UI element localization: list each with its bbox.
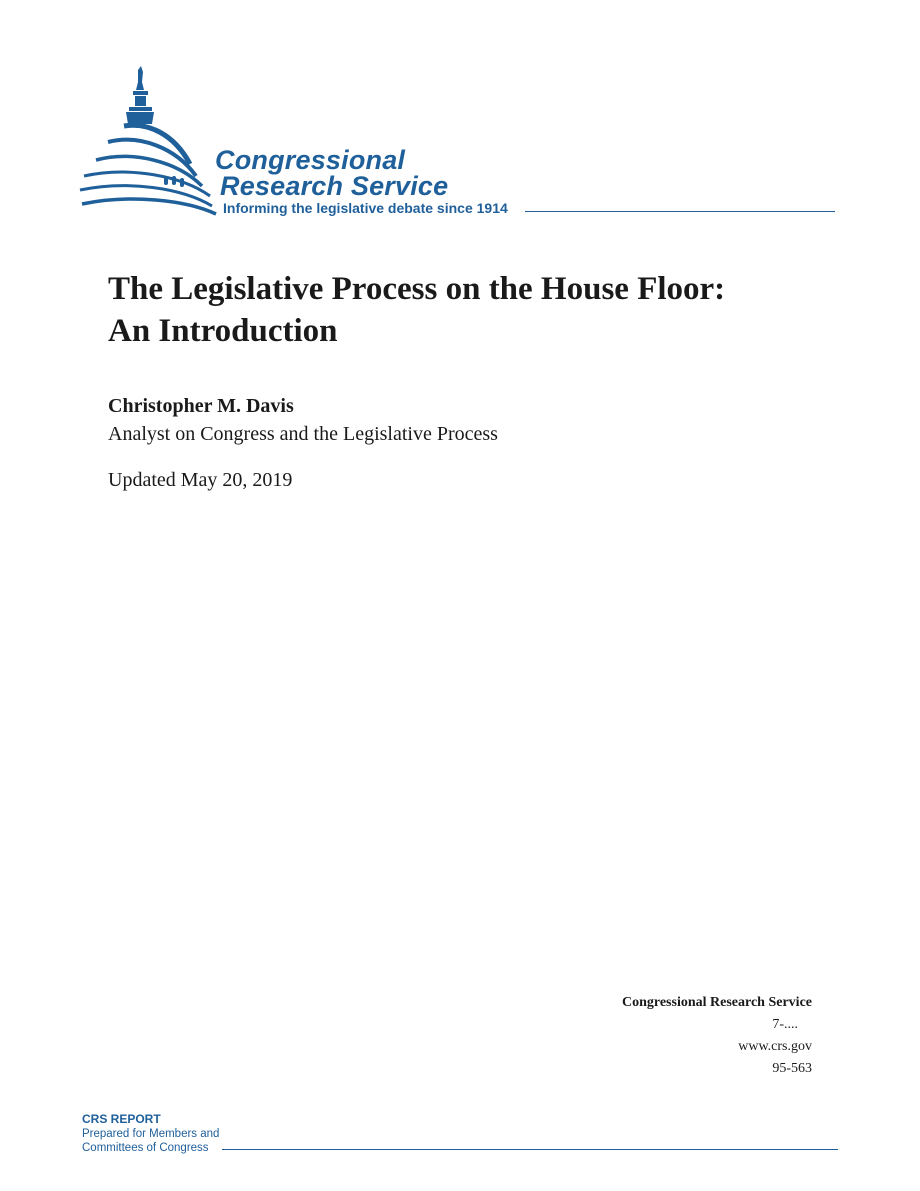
footer-line2: Committees of Congress <box>82 1142 209 1154</box>
report-number: 95-563 <box>772 1061 812 1076</box>
footer-line1: Prepared for Members and <box>82 1128 220 1140</box>
crs-website: www.crs.gov <box>738 1039 812 1054</box>
footer-divider <box>222 1149 838 1150</box>
author-role: Analyst on Congress and the Legislative Process <box>108 423 498 445</box>
capitol-dome-icon <box>78 64 218 220</box>
logo-tagline: Informing the legislative debate since 1914 <box>223 200 508 216</box>
crs-code: 7-.... <box>772 1017 798 1032</box>
crs-name: Congressional Research Service <box>621 995 812 1010</box>
footer <box>82 1112 838 1158</box>
crs-info-block <box>622 992 812 1080</box>
report-title-line2: An Introduction <box>108 313 338 349</box>
report-title-line1: The Legislative Process on the House Floor: <box>108 271 726 307</box>
footer-label: CRS REPORT <box>82 1112 161 1126</box>
crs-logo <box>78 64 838 224</box>
report-title <box>108 268 828 352</box>
logo-divider <box>525 211 835 212</box>
updated-date: Updated May 20, 2019 <box>108 469 293 491</box>
logo-name-line1: Congressional <box>215 145 406 175</box>
author-name: Christopher M. Davis <box>108 395 294 417</box>
logo-name-line2: Research Service <box>220 171 449 201</box>
